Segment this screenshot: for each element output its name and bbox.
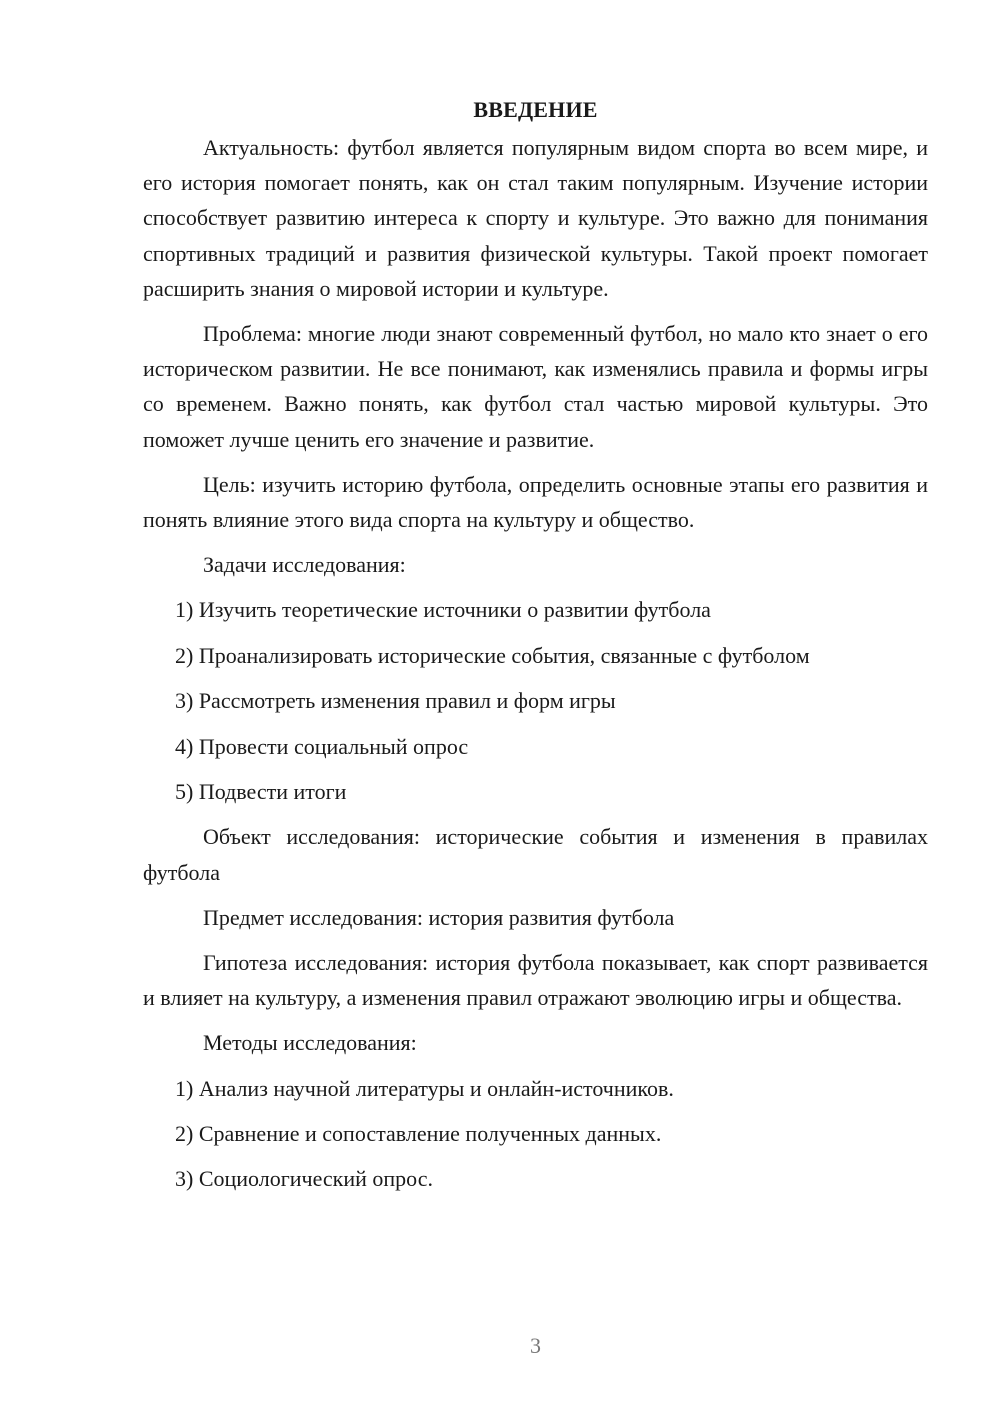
relevance-paragraph: Актуальность: футбол является популярным видом спорта во всем мире, и его история помогает понять, как он стал таким популярным. Изучение истории способствует развитию интереса к спорту и культуре. Это важно для понимания спортивных традиций и развития физической культуры. Такой проект помогает расширить знания о мировой истории и культуре. [143, 135, 928, 301]
methods-list [143, 1071, 928, 1197]
problem-paragraph: Проблема: многие люди знают современный футбол, но мало кто знает о его историческом развитии. Не все понимают, как изменялись правила и формы игры со временем. Важно понять, как футбол стал частью мировой культуры. Это поможет лучше ценить его значение и развитие. [143, 321, 928, 452]
subject-paragraph: Предмет исследования: история развития футбола [203, 904, 675, 930]
hypothesis-paragraph: Гипотеза исследования: история футбола показывает, как спорт развивается и влияет на культуру, а изменения правил отражают эволюцию игры и общества. [143, 950, 928, 1011]
method-item-3: 3) Социологический опрос. [175, 1166, 433, 1192]
task-item-1: 1) Изучить теоретические источники о развитии футбола [175, 597, 711, 623]
task-item-3: 3) Рассмотреть изменения правил и форм игры [175, 688, 616, 714]
method-item-2: 2) Сравнение и сопоставление полученных данных. [175, 1121, 662, 1146]
task-item-2: 2) Проанализировать исторические события, связанные с футболом [175, 642, 810, 668]
tasks-label: Задачи исследования: [203, 552, 406, 578]
document-page [143, 92, 928, 1207]
object-paragraph: Объект исследования: исторические события и изменения в правилах футбола [143, 824, 928, 885]
tasks-list [143, 592, 928, 809]
goal-paragraph: Цель: изучить историю футбола, определить основные этапы его развития и понять влияние этого вида спорта на культуру и общество. [143, 471, 928, 533]
page-number: 3 [530, 1333, 541, 1358]
methods-label: Методы исследования: [203, 1030, 417, 1056]
method-item-1: 1) Анализ научной литературы и онлайн-источников. [175, 1075, 674, 1101]
task-item-4: 4) Провести социальный опрос [175, 733, 469, 759]
task-item-5: 5) Подвести итоги [175, 779, 347, 804]
document-title: ВВЕДЕНИЕ [473, 97, 598, 122]
